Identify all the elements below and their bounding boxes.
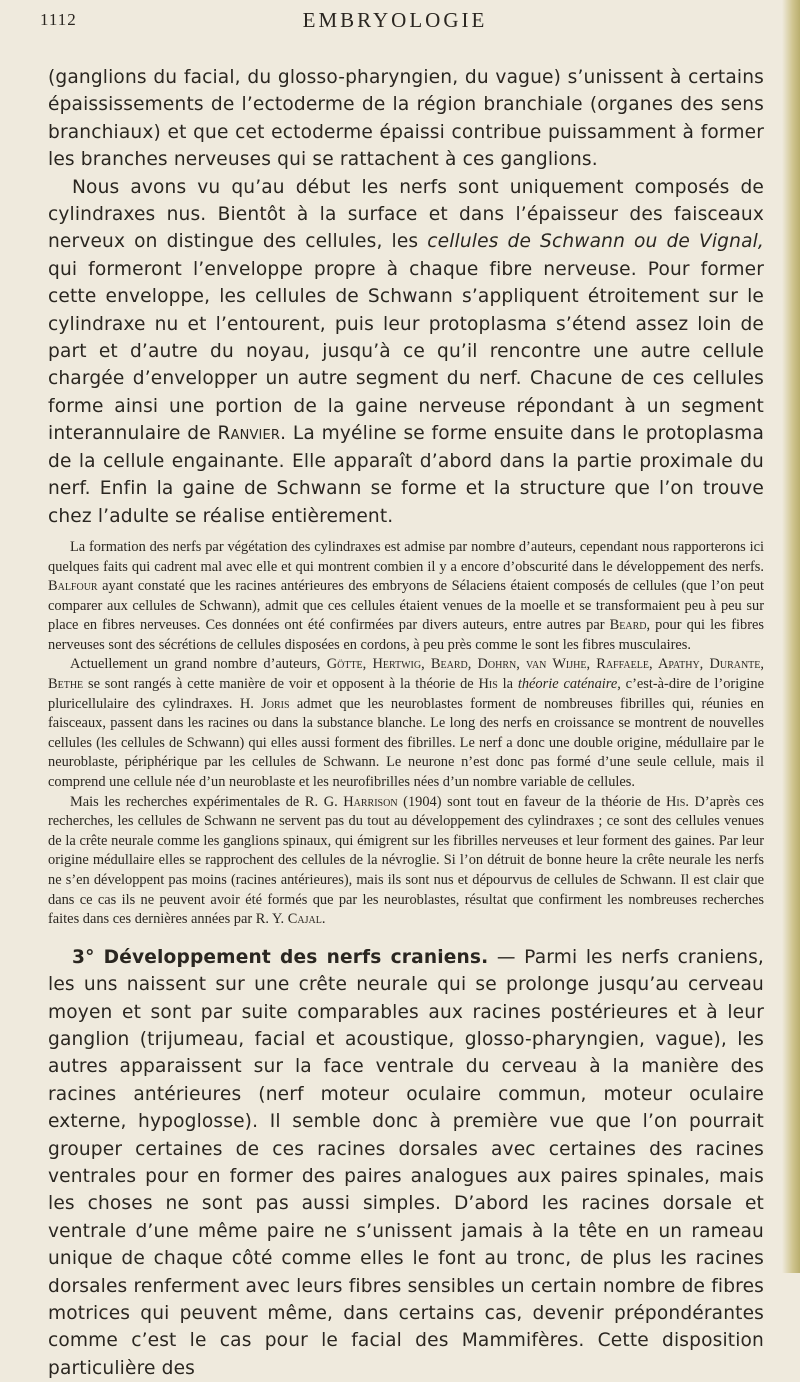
text-run: Nous avons vu qu’au début les nerfs sont uniquement composés de cylindraxes nus. Bientôt à la surface et dans l’épaisseur des faisceaux nerveux on distingue des cellules, les [48,176,764,253]
paragraph-schwann-cells [48,174,764,530]
italic-term: théorie caténaire [517,676,618,693]
author-name: Ranvier [217,423,281,445]
text-run: Actuellement un grand nombre d’auteurs, [70,656,327,673]
note-paragraph-1 [48,538,764,656]
section-heading: 3° Développement des nerfs craniens. [72,946,489,968]
italic-term: cellules de Schwann ou de Vignal, [427,231,764,253]
text-run: la [497,676,518,693]
text-run: qui formeront l’enveloppe propre à chaque fibre nerveuse. Pour former cette enveloppe, les cellules de Schwann s’appliquent étroitement sur le cylindraxe nu et l’entourent, puis leur protoplasma s’étend assez loin de part et d’autre du noyau, jusqu’à ce qu’il rencontre une autre cellule chargée d’envelopper un autre segment du nerf. Chacune de ces cellules forme ainsi une portion de la gaine nerveuse répondant à un segment interannulaire de [48,258,764,445]
text-run: ayant constaté que les racines antérieures des embryons de Sélaciens étaient composés de cellules (que l’on peut comparer aux cellules de Schwann), admit que ces cellules étaient venues de la moelle et se transformaient peu à peu sur place en fibres nerveuses. Ces données ont été confirmées par divers auteurs, entre autres par [48,578,764,634]
small-print-notes [48,538,764,930]
text-run: (1904) sont tout en faveur de la théorie de [397,793,667,810]
note-paragraph-3 [48,793,764,930]
author-name: Beard [609,617,647,634]
text-run: . [321,911,326,928]
text-run: admet que les neuroblastes forment de nombreuses fibrilles qui, réunies en faisceaux, passent dans les racines ou dans la substance blanche. Le long des nerfs en croissance se montrent de nouvelles cellules (les cellules de Schwann) qui elles aussi forment des fibrilles. Le nerf a donc une double origine, médullaire par le neuroblaste, périphérique par les cellules de Schwann. Le neurone n’est donc pas formé d’une seule cellule, mais il comprend une cellule née d’un neuroblaste et les neurofibrilles nées d’un nombre variable de cellules. [48,695,764,791]
author-name: H. Joris [239,695,290,712]
author-name: R. Y. Cajal [255,911,322,928]
page-body [48,64,764,1382]
paragraph-continuation: (ganglions du facial, du glosso-pharyngien, du vague) s’unissent à certains épaississements de l’ectoderme de la région branchiale (organes des sens branchiaux) et que cet ectoderme épaissi contribue puissamment à former les branches nerveuses qui se rattachent à ces ganglions. [48,67,764,171]
author-name: R. G. Harrison [304,793,398,810]
text-run: La formation des nerfs par végétation des cylindraxes est admise par nombre d’auteurs, cependant nous rapporterons ici quelques faits qui cadrent mal avec elle et qui montrent combien il y a encore d’obscurité dans le développement des nerfs. [48,538,764,575]
text-run: , c’est-à-dire de l’origine pluricellulaire des cylindraxes. [48,676,764,712]
text-run: se sont rangés à cette manière de voir et opposent à la théorie de [83,676,479,693]
text-run: . La myéline se forme ensuite dans le protoplasma de la cellule engainante. Elle apparaît d’abord dans la partie proximale du nerf. Enfin la gaine de Schwann se forme et la structure que l’on trouve chez l’adulte se réalise entièrement. [48,423,764,527]
author-name: Balfour [48,578,98,595]
page-edge [782,0,800,1273]
author-name: His [666,793,686,810]
text-run: — Parmi les nerfs craniens, les uns naissent sur une crête neurale qui se prolonge jusqu’au cerveau moyen et sont par suite comparables aux racines postérieures et à leur ganglion (trijumeau, facial et acoustique, glosso-pharyngien, vague), les autres apparaissent sur la face ventrale du cerveau à la manière des racines antérieures (nerf moteur oculaire commun, moteur oculaire externe, hypoglosse). Il semble donc à première vue que l’on pourrait grouper certaines de ces racines dorsales avec certaines des racines ventrales pour en former des paires analogues aux paires spinales, mais les choses ne sont pas aussi simples. D’abord les racines dorsale et ventrale d’une même paire ne s’unissent jamais à la tête en un rameau unique de chaque côté comme elles le font au tronc, de plus les racines dorsales renferment avec leurs fibres sensibles un certain nombre de fibres motrices qui peuvent même, dans certains cas, devenir prépondérantes comme c’est le cas pour le facial des Mammifères. Cette disposition particulière des [48,946,764,1379]
page-number: 1112 [40,10,77,29]
note-paragraph-2 [48,655,764,792]
text-run: . D’après ces recherches, les cellules de Schwann ne servent pas du tout au développement des cylindraxes ; ce sont des cellules venues de la crête neurale comme les ganglions spinaux, qui émigrent sur les fibrilles nerveuses et leur forment des gaines. Par leur origine médullaire elles se rapprochent des cellules de la névroglie. Si l’on détruit de bonne heure la crête neurale les nerfs ne s’en développent pas moins (racines antérieures), mais ils sont nus et dépourvus de cellules de Schwann. Il est clair que dans ce cas ils ne peuvent avoir été formés que par les neuroblastes, résultat que confirment les nombreuses recherches faites dans ces dernières années par [48,793,765,928]
author-name: His [478,676,498,693]
text-run: Mais les recherches expérimentales de [70,793,305,810]
author-list: Götte, Hertwig, Beard, Dohrn, van Wijhe, Raffaele, Apathy, Durante, Bethe [48,656,764,693]
page-header [40,8,750,38]
running-head: EMBRYOLOGIE [302,8,488,32]
text-run: , pour qui les fibres nerveuses sont des sécrétions de cellules disposées en cordons, à peu près comme le sont les fibres musculaires. [48,617,765,653]
section-cranial-nerves [48,944,764,1382]
